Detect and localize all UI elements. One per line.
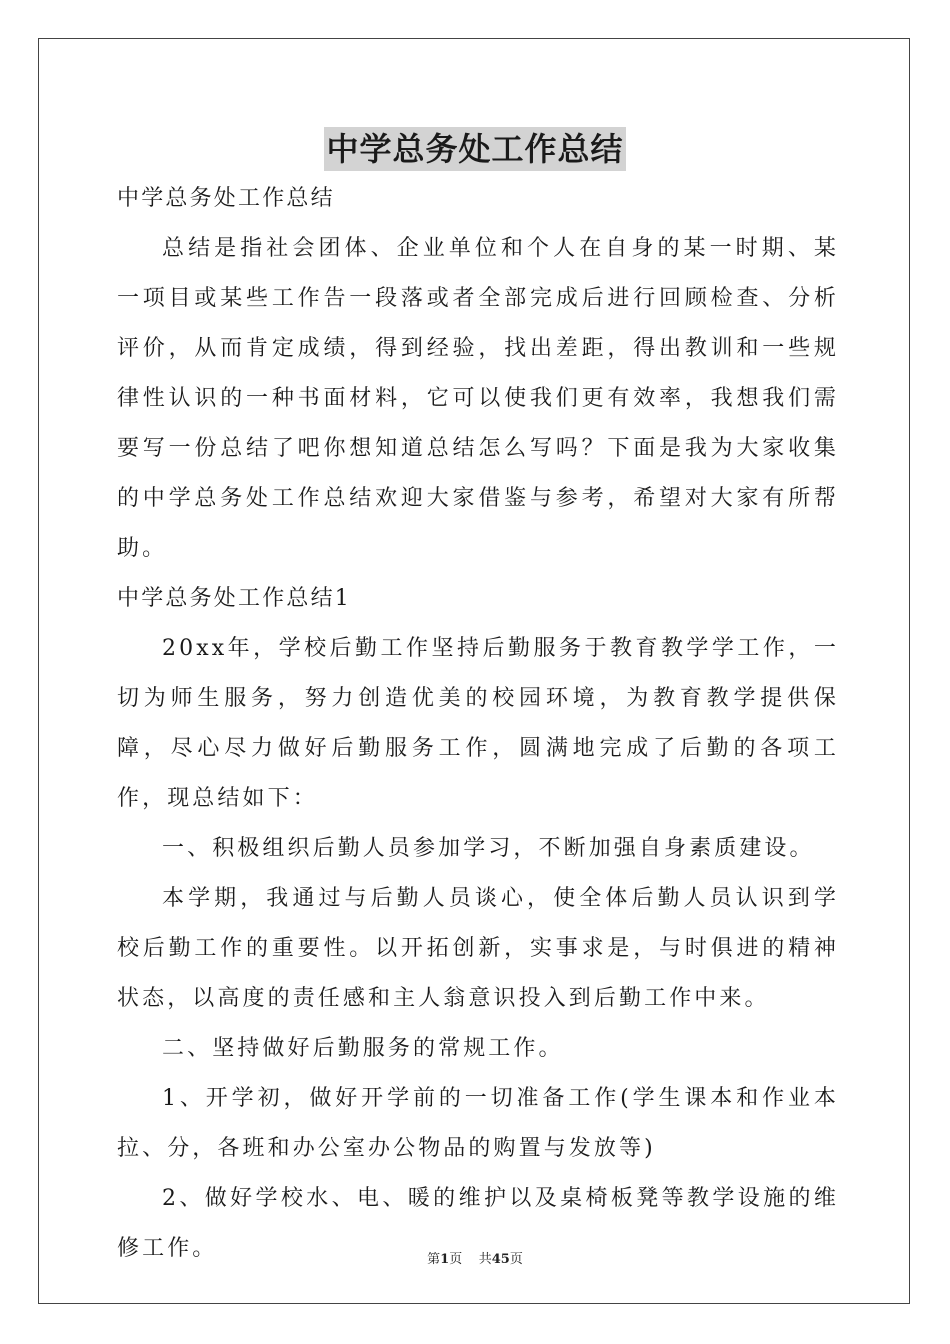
page-prefix: 第 xyxy=(427,1252,441,1267)
title-container xyxy=(0,127,950,171)
total-suffix: 页 xyxy=(509,1252,523,1267)
page-number: 1 xyxy=(440,1252,450,1267)
total-pages: 45 xyxy=(491,1252,510,1267)
intro-paragraph: 总结是指社会团体、企业单位和个人在自身的某一时期、某一项目或某些工作告一段落或者全部完成后进行回顾检查、分析评价，从而肯定成绩，得到经验，找出差距，得出教训和一些规律性认识的一种书面材料，它可以使我们更有效率，我想我们需要写一份总结了吧你想知道总结怎么写吗？下面是我为大家收集的中学总务处工作总结欢迎大家借鉴与参考，希望对大家有所帮助。 xyxy=(117,236,839,561)
subtitle: 中学总务处工作总结 xyxy=(117,186,335,211)
section-paragraph-6: 2、做好学校水、电、暖的维护以及桌椅板凳等教学设施的维修工作。 xyxy=(117,1186,839,1261)
document-body xyxy=(117,174,839,1274)
page-footer xyxy=(0,1248,950,1267)
section-paragraph-4: 二、坚持做好后勤服务的常规工作。 xyxy=(162,1036,564,1061)
section-paragraph-5: 1、开学初，做好开学前的一切准备工作(学生课本和作业本拉、分，各班和办公室办公物品的购置与发放等) xyxy=(117,1086,839,1161)
document-title: 中学总务处工作总结 xyxy=(324,127,625,171)
total-prefix: 共 xyxy=(478,1252,492,1267)
section-paragraph-1: 20xx年，学校后勤工作坚持后勤服务于教育教学学工作，一切为师生服务，努力创造优美的校园环境，为教育教学提供保障，尽心尽力做好后勤服务工作，圆满地完成了后勤的各项工作，现总结如下： xyxy=(117,636,839,811)
page-suffix: 页 xyxy=(449,1252,463,1267)
section-paragraph-2: 一、积极组织后勤人员参加学习，不断加强自身素质建设。 xyxy=(162,836,815,861)
section-paragraph-3: 本学期，我通过与后勤人员谈心，使全体后勤人员认识到学校后勤工作的重要性。以开拓创新，实事求是，与时俱进的精神状态，以高度的责任感和主人翁意识投入到后勤工作中来。 xyxy=(117,886,839,1011)
section-heading: 中学总务处工作总结1 xyxy=(117,586,351,611)
